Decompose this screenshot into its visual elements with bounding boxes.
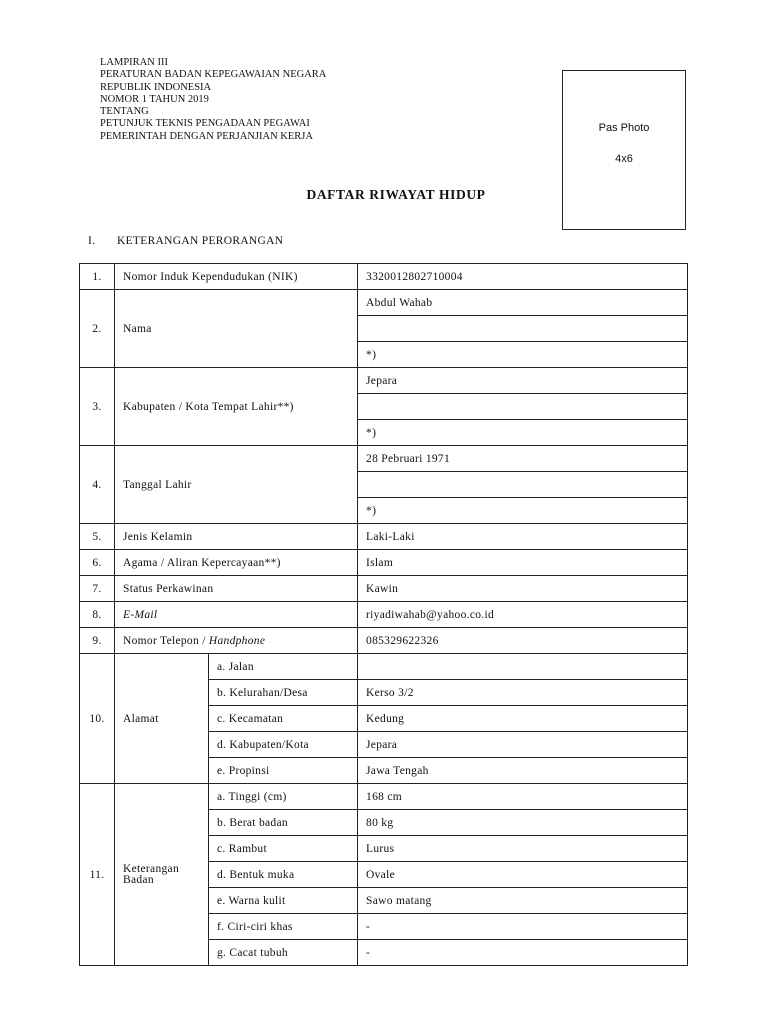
body-sub-label: g. Cacat tubuh (209, 940, 358, 966)
header-line: TENTANG (100, 106, 149, 118)
row-number: 4. (80, 446, 115, 524)
row-value: Ovale (358, 862, 688, 888)
row-value: Jepara (358, 368, 688, 394)
row-value (358, 472, 688, 498)
address-sub-label: a. Jalan (209, 654, 358, 680)
row-value (358, 654, 688, 680)
header-line: REPUBLIK INDONESIA (100, 81, 212, 93)
row-value: 80 kg (358, 810, 688, 836)
row-number: 2. (80, 290, 115, 368)
row-value: Kerso 3/2 (358, 680, 688, 706)
row-value: Sawo matang (358, 888, 688, 914)
row-label: Alamat (115, 654, 209, 784)
row-value: Islam (358, 550, 688, 576)
section-title: KETERANGAN PERORANGAN (117, 235, 284, 247)
row-value: *) (358, 498, 688, 524)
row-label: Agama / Aliran Kepercayaan**) (115, 550, 358, 576)
address-sub-label: e. Propinsi (209, 758, 358, 784)
header-line: NOMOR 1 TAHUN 2019 (100, 93, 209, 105)
body-sub-label: e. Warna kulit (209, 888, 358, 914)
address-sub-label: d. Kabupaten/Kota (209, 732, 358, 758)
header-line: PETUNJUK TEKNIS PENGADAAN PEGAWAI (100, 118, 310, 130)
row-value (358, 394, 688, 420)
table-row (80, 576, 688, 602)
table-row (80, 628, 688, 654)
address-sub-label: c. Kecamatan (209, 706, 358, 732)
table-row (80, 784, 688, 810)
header-line: LAMPIRAN III (100, 57, 168, 68)
photo-label: Pas Photo (598, 122, 650, 134)
row-value: 3320012802710004 (358, 264, 688, 290)
row-label-italic: Handphone (208, 634, 266, 647)
row-value: *) (358, 342, 688, 368)
row-value: Jepara (358, 732, 688, 758)
row-value: Kedung (358, 706, 688, 732)
row-value: - (358, 940, 688, 966)
body-sub-label: f. Ciri-ciri khas (209, 914, 358, 940)
row-number: 9. (80, 628, 115, 654)
row-label: Nomor Induk Kependudukan (NIK) (115, 264, 358, 290)
document-title: DAFTAR RIWAYAT HIDUP (306, 187, 486, 202)
section-number: I. (88, 235, 96, 247)
row-number: 8. (80, 602, 115, 628)
row-number: 10. (80, 654, 115, 784)
row-number: 5. (80, 524, 115, 550)
row-value: Lurus (358, 836, 688, 862)
row-label: Nama (115, 290, 358, 368)
row-value: Laki-Laki (358, 524, 688, 550)
row-number: 1. (80, 264, 115, 290)
table-row (80, 602, 688, 628)
row-value: *) (358, 420, 688, 446)
row-number: 11. (80, 784, 115, 966)
table-row (80, 550, 688, 576)
document-header (100, 57, 326, 143)
body-sub-label: c. Rambut (209, 836, 358, 862)
row-value: Jawa Tengah (358, 758, 688, 784)
table-row (80, 654, 688, 680)
table-row (80, 264, 688, 290)
body-sub-label: b. Berat badan (209, 810, 358, 836)
row-value: 168 cm (358, 784, 688, 810)
row-value: Abdul Wahab (358, 290, 688, 316)
body-sub-label: d. Bentuk muka (209, 862, 358, 888)
row-number: 6. (80, 550, 115, 576)
header-line: PERATURAN BADAN KEPEGAWAIAN NEGARA (100, 69, 327, 81)
table-row (80, 446, 688, 472)
row-value: 085329622326 (358, 628, 688, 654)
row-value (358, 316, 688, 342)
row-label: Status Perkawinan (115, 576, 358, 602)
photo-placeholder (562, 70, 686, 230)
row-value: Kawin (358, 576, 688, 602)
row-value: - (358, 914, 688, 940)
header-line: PEMERINTAH DENGAN PERJANJIAN KERJA (100, 130, 313, 142)
row-label: Keterangan Badan (115, 784, 209, 966)
row-label-text: Nomor Telepon / (123, 634, 209, 647)
personal-info-table (79, 263, 688, 966)
row-label: E-Mail (115, 602, 358, 628)
row-value: 28 Pebruari 1971 (358, 446, 688, 472)
row-value: riyadiwahab@yahoo.co.id (358, 602, 688, 628)
row-label (115, 628, 358, 654)
row-number: 7. (80, 576, 115, 602)
address-sub-label: b. Kelurahan/Desa (209, 680, 358, 706)
section-heading (88, 235, 283, 247)
table-row (80, 524, 688, 550)
row-label: Kabupaten / Kota Tempat Lahir**) (115, 368, 358, 446)
table-row (80, 368, 688, 394)
body-sub-label: a. Tinggi (cm) (209, 784, 358, 810)
photo-size: 4x6 (615, 153, 633, 165)
row-label: Jenis Kelamin (115, 524, 358, 550)
row-label: Tanggal Lahir (115, 446, 358, 524)
table-row (80, 290, 688, 316)
row-number: 3. (80, 368, 115, 446)
